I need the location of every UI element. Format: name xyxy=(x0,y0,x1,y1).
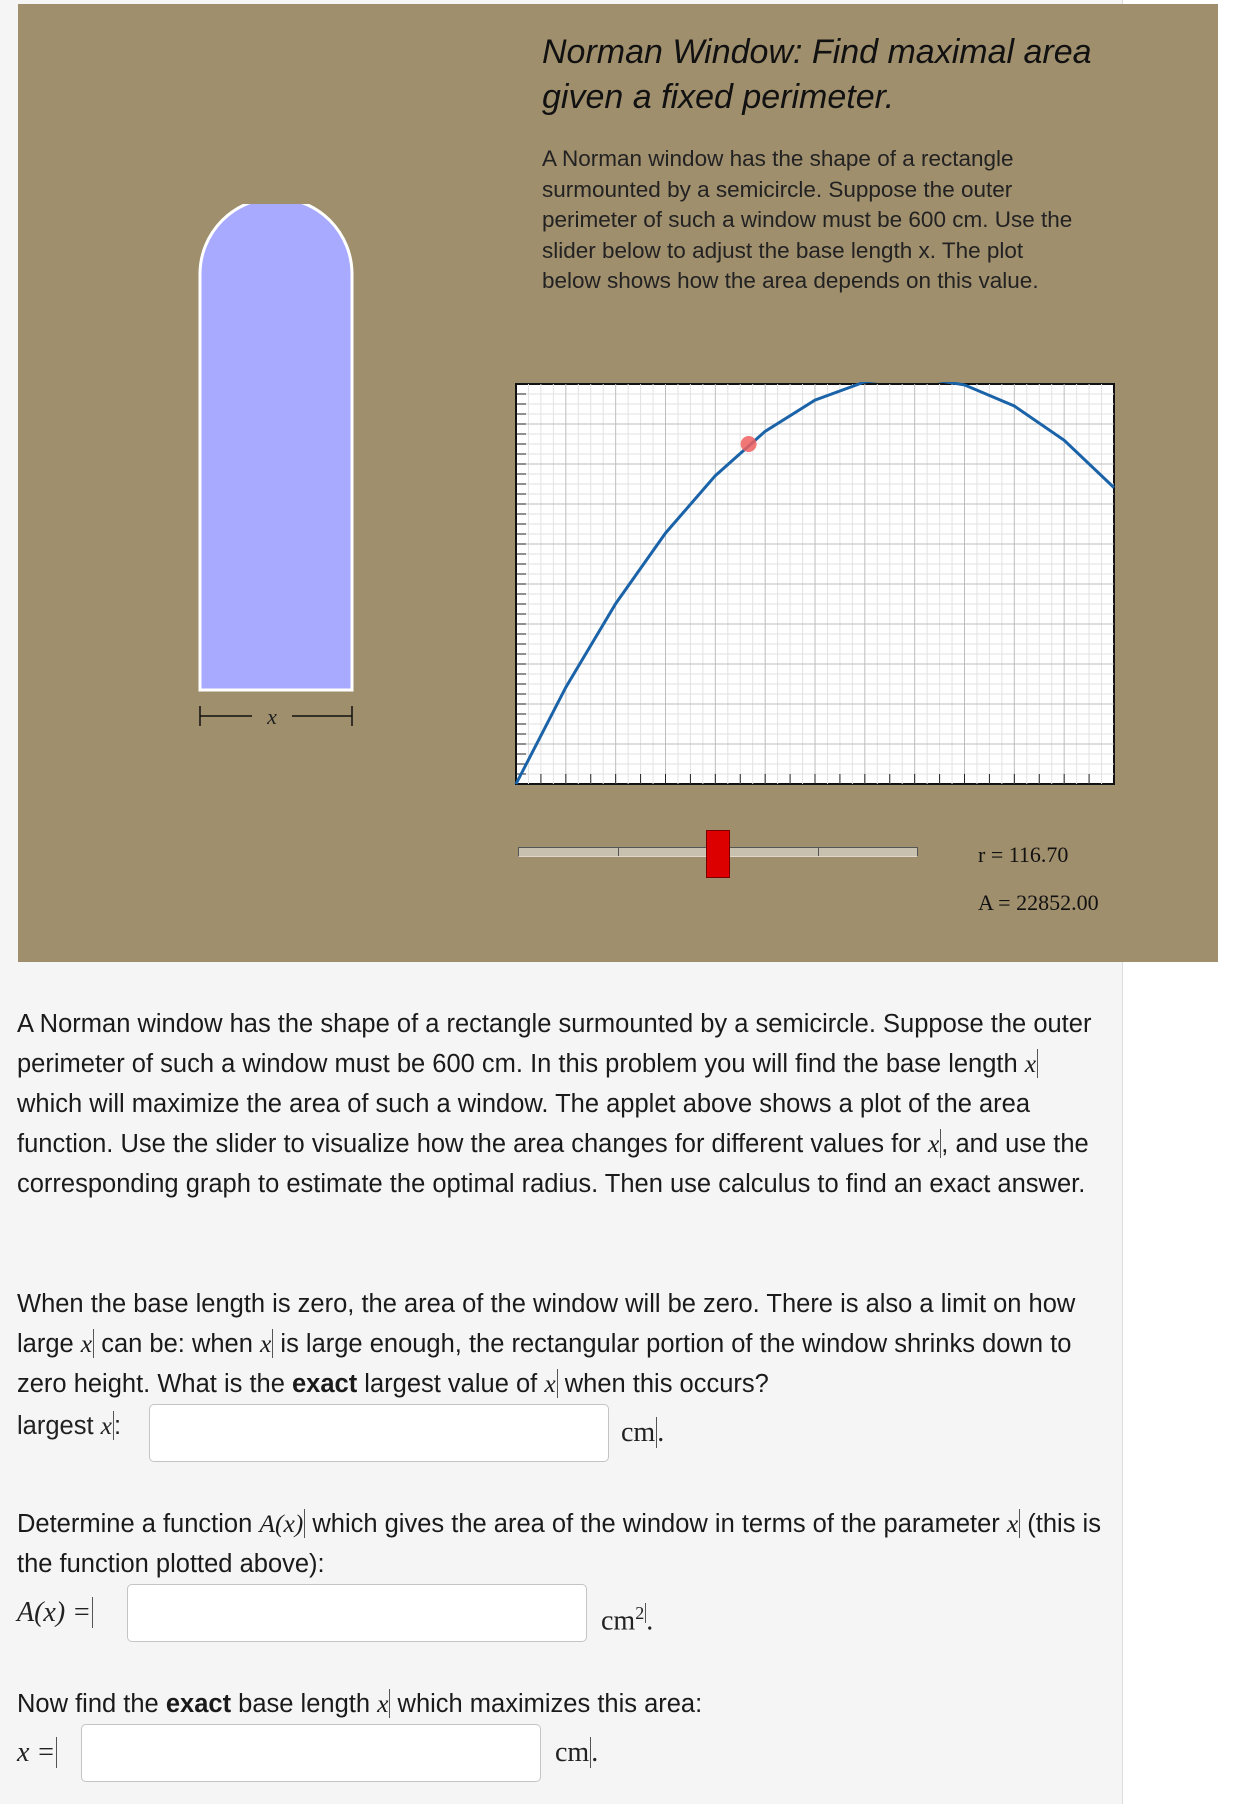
slider-tick xyxy=(818,847,819,856)
maximizing-x-input[interactable] xyxy=(81,1724,541,1782)
norman-window-applet xyxy=(18,4,1218,962)
math-x: x xyxy=(1024,1049,1037,1078)
maximizing-x-label: x = xyxy=(17,1737,56,1768)
maximizing-x-unit: cm. xyxy=(555,1737,599,1768)
norman-window-shape xyxy=(200,204,352,690)
math-x: x xyxy=(377,1689,389,1718)
math-x: x xyxy=(927,1129,940,1158)
base-length-slider[interactable] xyxy=(518,830,918,890)
math-x: x xyxy=(544,1369,556,1398)
math-x: x xyxy=(260,1329,272,1358)
area-plot xyxy=(514,382,1118,790)
math-x: x xyxy=(1006,1509,1019,1538)
largest-x-unit: cm. xyxy=(621,1417,665,1448)
math-A-of-x: A(x) xyxy=(259,1509,304,1538)
largest-x-input[interactable] xyxy=(149,1404,609,1462)
area-function-question: Determine a function A(x) which gives the area of the window in terms of the parameter x (this is the function plotted above): xyxy=(17,1509,1101,1578)
radius-readout: r = 116.70 xyxy=(978,842,1069,867)
base-dimension-label: x xyxy=(267,704,277,729)
area-function-input[interactable] xyxy=(127,1584,587,1642)
area-readout: A = 22852.00 xyxy=(978,890,1099,915)
largest-x-label: largest x: xyxy=(17,1411,122,1440)
applet-title: Norman Window: Find maximal area given a fixed perimeter. xyxy=(542,33,1092,116)
slider-tick xyxy=(618,847,619,856)
area-function-unit: $cm^2$. xyxy=(601,1603,654,1637)
norman-window-diagram xyxy=(168,204,368,744)
applet-description: A Norman window has the shape of a rectangle surmounted by a semicircle. Suppose the outer perimeter of such a window must be 600 cm. Use the slider below to adjust the base length x. The plot below shows how the area depends on this value. xyxy=(542,146,1073,293)
current-value-marker xyxy=(741,436,757,452)
area-function-label: A(x) = xyxy=(17,1597,92,1628)
problem-intro: A Norman window has the shape of a rectangle surmounted by a semicircle. Suppose the outer perimeter of such a window must be 600 cm. In this problem you will find the base length x which will maximize the area of such a window. The applet above shows a plot of the area function. Use the slider to visualize how the area changes for different values for x, and use the corresponding graph to estimate the optimal radius. Then use calculus to find an exact answer. xyxy=(17,1010,1092,1198)
math-x: x xyxy=(80,1329,93,1358)
maximize-question: Now find the exact base length x which maximizes this area: xyxy=(17,1689,703,1718)
slider-handle[interactable] xyxy=(706,830,730,878)
largest-x-question: When the base length is zero, the area of the window will be zero. There is also a limit on how large x can be: when x is large enough, the rectangular portion of the window shrinks down to zero height. What is the exact largest value of x when this occurs? xyxy=(17,1290,1076,1398)
